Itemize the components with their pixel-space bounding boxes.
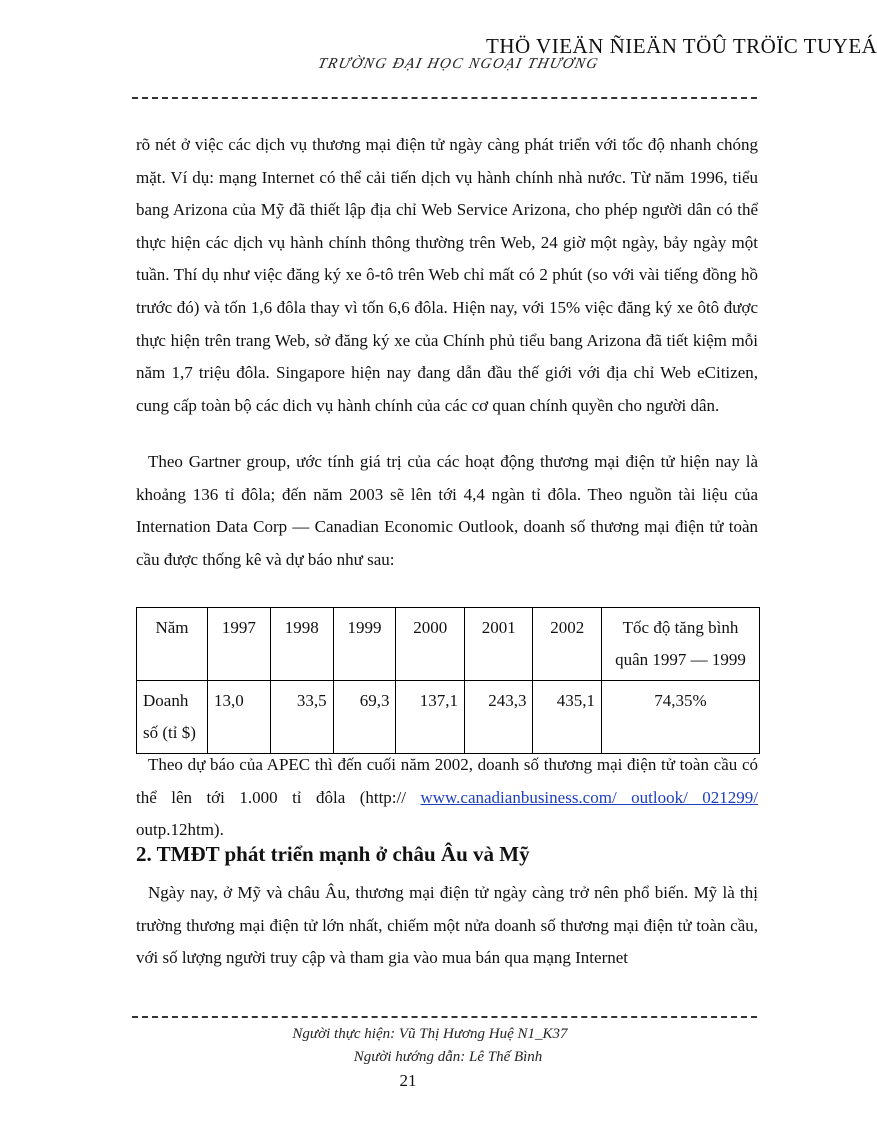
- table-growth-value: 74,35%: [602, 681, 760, 754]
- section-heading: 2. TMĐT phát triển mạnh ở châu Âu và Mỹ: [136, 842, 530, 866]
- table-cell: 33,5: [270, 681, 333, 754]
- paragraph-us-europe: Ngày nay, ở Mỹ và châu Âu, thương mại điện tử ngày càng trở nên phổ biến. Mỹ là thị trường thương mại điện tử lớn nhất, chiếm một nửa doanh số thương mại điện tử toàn cầu, với số lượng người truy cập và tham gia vào mua bán qua mạng Internet: [136, 883, 758, 968]
- paragraph-gartner: Theo Gartner group, ước tính giá trị của các hoạt động thương mại điện tử hiện nay là khoảng 136 tỉ đôla; đến năm 2003 sẽ lên tới 4,4 ngàn tỉ đôla. Theo nguồn tài liệu của Internation Data Corp — Canadian Economic Outlook, doanh số thương mại điện tử toàn cầu được thống kê và dự báo như sau:: [136, 452, 758, 569]
- table-year: 1999: [333, 608, 396, 681]
- source-link[interactable]: www.canadianbusiness.com/ outlook/ 021299/: [420, 787, 758, 807]
- table-year: 2000: [396, 608, 465, 681]
- table-header-row: [137, 608, 760, 681]
- header-divider: [132, 97, 757, 99]
- table-cell: 13,0: [208, 681, 271, 754]
- table-year: 1997: [208, 608, 271, 681]
- table-cell: 435,1: [533, 681, 602, 754]
- footer-divider: [132, 1016, 757, 1018]
- page-number: 21: [399, 1071, 417, 1090]
- footer-author: Người thực hiện: Vũ Thị Hương Huệ N1_K37: [292, 1026, 568, 1042]
- table-cell: 69,3: [333, 681, 396, 754]
- table-row: [137, 681, 760, 754]
- footer-advisor: Người hướng dẫn: Lê Thế Bình: [353, 1049, 543, 1065]
- paragraph-apec-text: Theo dự báo của APEC thì đến cuối năm 2002, doanh số thương mại điện tử toàn cầu có thể lên tới 1.000 tỉ đôla (http://: [136, 755, 758, 807]
- table-cell: 243,3: [464, 681, 533, 754]
- table-year: 2002: [533, 608, 602, 681]
- ecommerce-revenue-table: [136, 607, 760, 754]
- table-year: 1998: [270, 608, 333, 681]
- table-growth-header: Tốc độ tăng bình quân 1997 — 1999: [602, 608, 760, 681]
- table-cell: 137,1: [396, 681, 465, 754]
- paragraph-arizona: rõ nét ở việc các dịch vụ thương mại điện tử ngày càng phát triển với tốc độ nhanh chóng mặt. Ví dụ: mạng Internet có thể cải tiến dịch vụ hành chính nhà nước. Từ năm 1996, tiểu bang Arizona của Mỹ đã thiết lập địa chỉ Web Service Arizona, cho phép người dân có thể thực hiện các dịch vụ hành chính thông thường trên Web, 24 giờ một ngày, bảy ngày một tuần. Thí dụ như việc đăng ký xe ô-tô trên Web chỉ mất có 2 phút (so với vài tiếng đồng hồ trước đó) và tốn 1,6 đôla thay vì tốn 6,6 đôla. Hiện nay, với 15% việc đăng ký xe ôtô được thực hiện trên trang Web, sở đăng ký xe của Chính phủ tiểu bang Arizona đã tiết kiệm mỗi năm 1,7 triệu đôla. Singapore hiện nay đang dẫn đầu thế giới với địa chỉ Web eCitizen, cung cấp toàn bộ các dich vụ hành chính của các cơ quan chính quyền cho người dân.: [136, 135, 758, 415]
- school-name: TRƯỜNG ĐẠI HỌC NGOẠI THƯƠNG: [316, 56, 601, 72]
- library-header-title: THÖ VIEÄN ÑIEÄN TÖÛ TRÖÏC TUYEÁ: [486, 34, 877, 58]
- table-row-label: Doanh số (tỉ $): [137, 681, 208, 754]
- paragraph-apec-tail: outp.12htm).: [136, 820, 224, 840]
- table-year: 2001: [464, 608, 533, 681]
- table-header-label: Năm: [137, 608, 208, 681]
- paragraph-apec: [136, 749, 758, 847]
